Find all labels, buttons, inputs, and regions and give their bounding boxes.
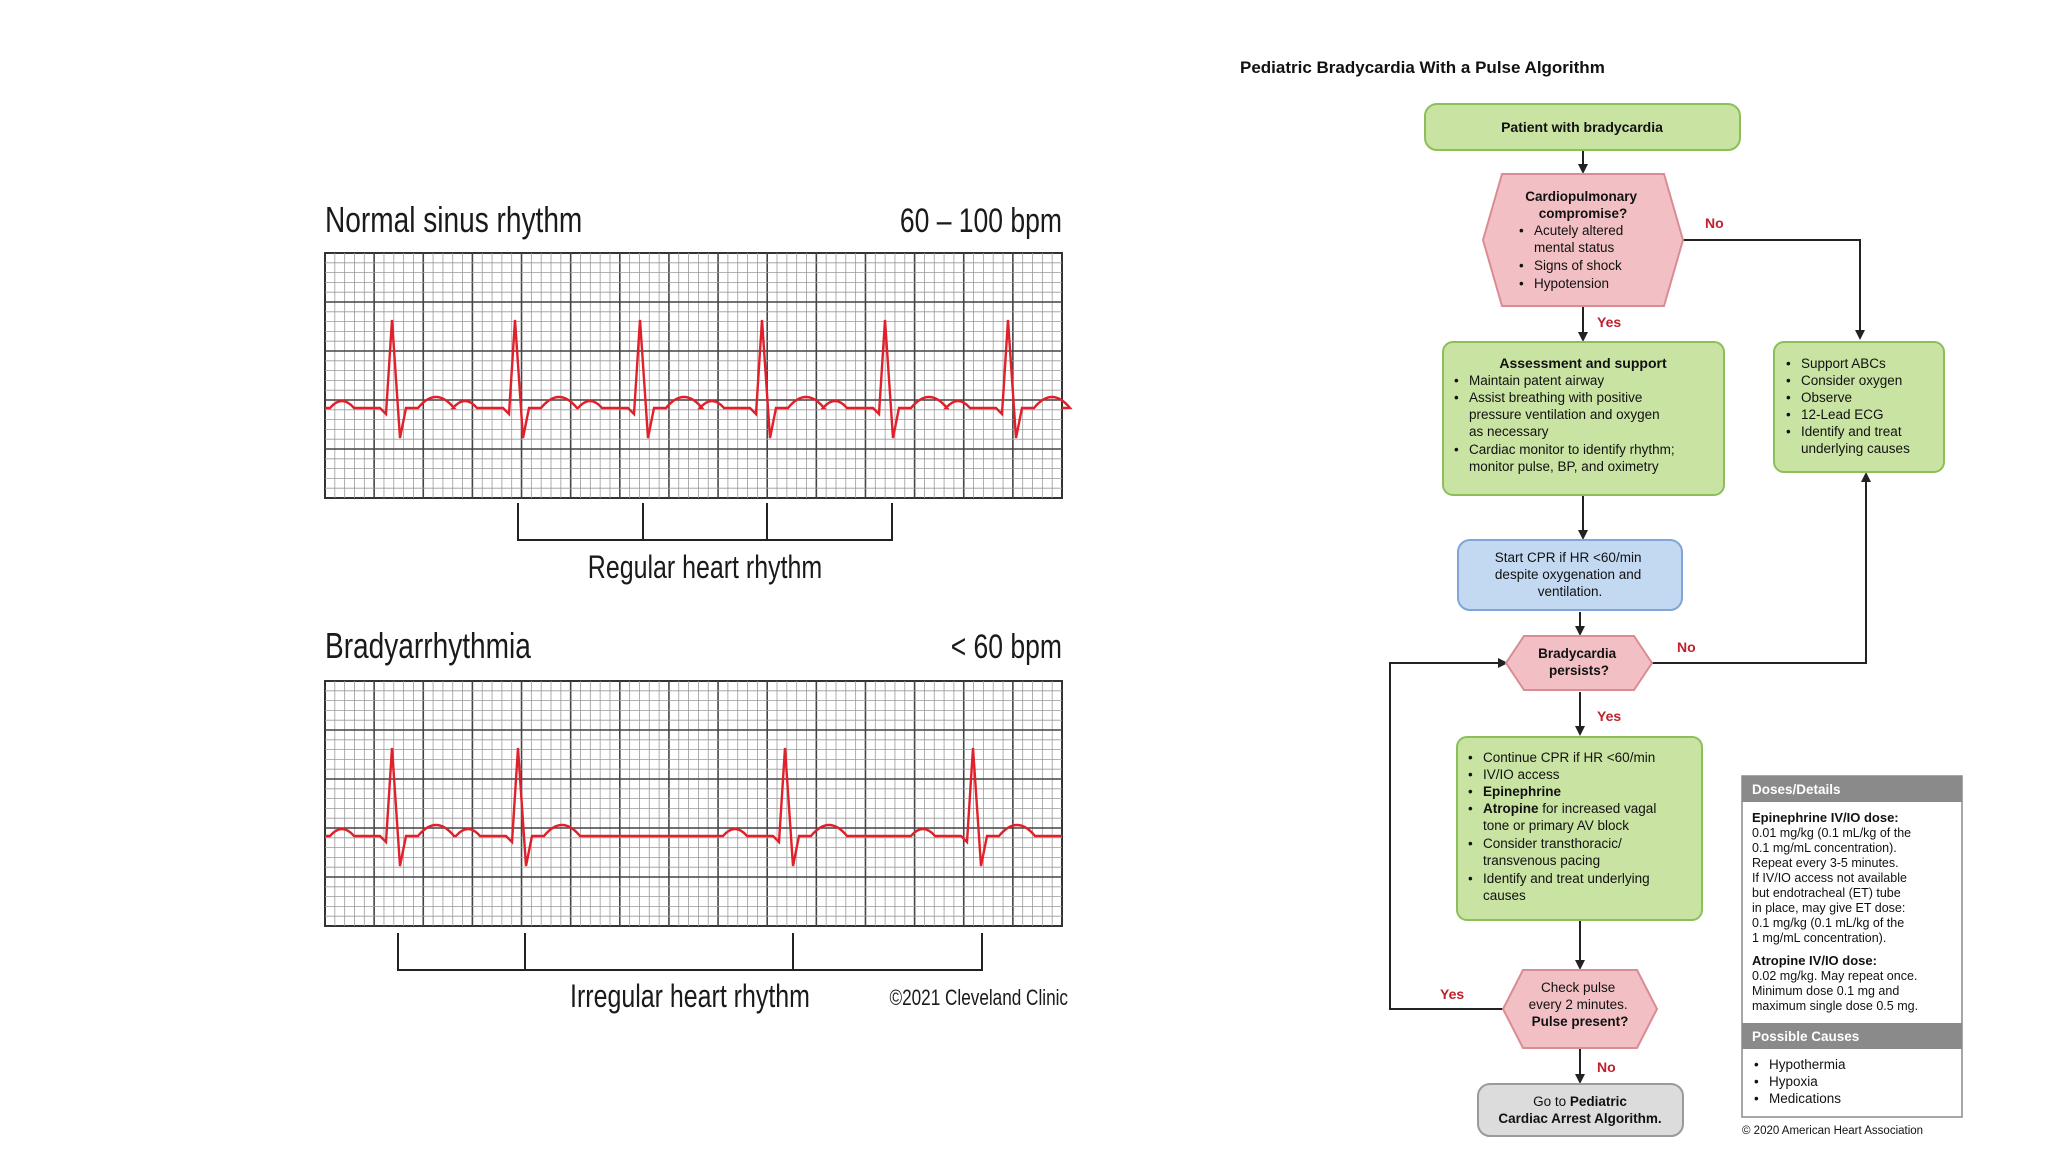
support-bullet-5: Identify and treat — [1801, 424, 1902, 439]
epi-line-7: 0.1 mg/kg (0.1 mL/kg of the — [1752, 916, 1905, 930]
svg-text:•: • — [1786, 424, 1791, 439]
brady-ecg-grid — [325, 681, 1062, 926]
brady-rhythm-rate: < 60 bpm — [950, 627, 1062, 666]
label-yes-check: Yes — [1440, 986, 1465, 1002]
atropine-rest: for increased vagal — [1538, 801, 1657, 816]
cause-1: Hypothermia — [1769, 1057, 1846, 1072]
goto-cardiac-arrest-node — [1478, 1084, 1683, 1136]
support-bullet-4: 12-Lead ECG — [1801, 407, 1884, 422]
bullet-dot: • — [1519, 223, 1524, 238]
svg-text:•: • — [1468, 750, 1473, 765]
assessment-bullet-2: Assist breathing with positive — [1469, 390, 1643, 405]
svg-text:•: • — [1454, 373, 1459, 388]
goto-pre: Go to — [1533, 1094, 1570, 1109]
support-bullet-2: Consider oxygen — [1801, 373, 1903, 388]
treatment-bullet-6: Identify and treat underlying — [1483, 871, 1650, 886]
label-no-persists: No — [1677, 639, 1696, 655]
cause-3: Medications — [1769, 1091, 1842, 1106]
assessment-bullet-2b: pressure ventilation and oxygen — [1469, 407, 1660, 422]
algorithm-title: Pediatric Bradycardia With a Pulse Algorithm — [1240, 58, 1605, 77]
support-bullet-3: Observe — [1801, 390, 1853, 405]
compromise-bullet-3: Hypotension — [1534, 276, 1610, 291]
svg-text:•: • — [1468, 767, 1473, 782]
check-line-3: Pulse present? — [1531, 1014, 1629, 1029]
cleveland-clinic-copyright: ©2021 Cleveland Clinic — [889, 986, 1068, 1011]
svg-text:•: • — [1454, 442, 1459, 457]
svg-text:•: • — [1786, 407, 1791, 422]
irregular-rhythm-label: Irregular heart rhythm — [570, 979, 810, 1015]
cpr-line-1: Start CPR if HR <60/min — [1494, 550, 1642, 565]
svg-text:•: • — [1786, 390, 1791, 405]
epi-line-5: but endotracheal (ET) tube — [1752, 886, 1901, 900]
treatment-bullet-3: Epinephrine — [1483, 784, 1562, 799]
label-yes-persists: Yes — [1597, 708, 1622, 724]
svg-text:•: • — [1468, 871, 1473, 886]
svg-text:•: • — [1754, 1057, 1759, 1072]
epinephrine-dose-title: Epinephrine IV/IO dose: — [1752, 810, 1899, 825]
check-line-2: every 2 minutes. — [1528, 997, 1628, 1012]
svg-text:•: • — [1468, 836, 1473, 851]
epinephrine-dose-lines — [1752, 826, 1911, 945]
doses-header: Doses/Details — [1752, 782, 1841, 797]
assessment-bullet-2c: as necessary — [1469, 424, 1549, 439]
ecg-grid-frame — [325, 253, 1062, 498]
algorithm-panel — [1240, 58, 1962, 1137]
treatment-bullet-4b: tone or primary AV block — [1483, 818, 1630, 833]
goto-bold-1: Pediatric — [1569, 1094, 1627, 1109]
compromise-bullet-1: Acutely altered — [1534, 223, 1624, 238]
check-pulse-text — [1529, 980, 1632, 1029]
ecg-grid-frame — [325, 681, 1062, 926]
arrow-persists-no — [1652, 474, 1866, 663]
epi-line-6: in place, may give ET dose: — [1752, 901, 1906, 915]
compromise-line-1: Cardiopulmonary — [1525, 189, 1637, 204]
regular-rhythm-label: Regular heart rhythm — [587, 550, 823, 586]
svg-text:•: • — [1468, 784, 1473, 799]
normal-rhythm-rate: 60 – 100 bpm — [899, 201, 1062, 240]
svg-text:•: • — [1754, 1074, 1759, 1089]
start-node-label: Patient with bradycardia — [1501, 119, 1663, 135]
causes-header: Possible Causes — [1752, 1029, 1860, 1044]
support-bullet-1: Support ABCs — [1801, 356, 1886, 371]
assessment-heading: Assessment and support — [1499, 355, 1667, 371]
treatment-bullet-1: Continue CPR if HR <60/min — [1483, 750, 1656, 765]
treatment-bullet-2: IV/IO access — [1483, 767, 1560, 782]
compromise-bullet-2: Signs of shock — [1534, 258, 1622, 273]
regular-rhythm-bracket — [518, 503, 892, 540]
normal-ecg-grid — [325, 253, 1062, 498]
svg-text:•: • — [1754, 1091, 1759, 1106]
treatment-bullet-5b: transvenous pacing — [1483, 853, 1601, 868]
atropine-dose-lines — [1752, 969, 1918, 1013]
ecg-panel — [325, 200, 1070, 1015]
epi-line-4: If IV/IO access not available — [1752, 871, 1907, 885]
compromise-bullet-1b: mental status — [1534, 240, 1615, 255]
cause-2: Hypoxia — [1769, 1074, 1818, 1089]
epi-line-3: Repeat every 3-5 minutes. — [1752, 856, 1899, 870]
assessment-bullet-3b: monitor pulse, BP, and oximetry — [1469, 459, 1659, 474]
svg-text:•: • — [1786, 373, 1791, 388]
treatment-bullet-5: Consider transthoracic/ — [1483, 836, 1622, 851]
epi-line-8: 1 mg/mL concentration). — [1752, 931, 1887, 945]
normal-rhythm-title: Normal sinus rhythm — [325, 199, 583, 240]
svg-text:•: • — [1786, 356, 1791, 371]
atropine-dose-title: Atropine IV/IO dose: — [1752, 953, 1877, 968]
treatment-bullet-6b: causes — [1483, 888, 1526, 903]
persists-line-1: Bradycardia — [1538, 646, 1617, 661]
atropine-bold: Atropine — [1483, 801, 1539, 816]
treatment-bullet-4 — [1483, 801, 1656, 816]
cpr-line-3: ventilation. — [1537, 584, 1603, 599]
doses-panel — [1742, 776, 1962, 1117]
svg-text:•: • — [1454, 390, 1459, 405]
cpr-line-2: despite oxygenation and — [1494, 567, 1642, 582]
atr-line-2: Minimum dose 0.1 mg and — [1752, 984, 1900, 998]
goto-line-1 — [1533, 1094, 1627, 1109]
epi-line-2: 0.1 mg/mL concentration). — [1752, 841, 1897, 855]
persists-line-2: persists? — [1548, 663, 1610, 678]
label-no-compromise: No — [1705, 215, 1724, 231]
goto-line-2: Cardiac Arrest Algorithm. — [1498, 1111, 1662, 1126]
assessment-bullet-1: Maintain patent airway — [1469, 373, 1605, 388]
compromise-line-2: compromise? — [1538, 206, 1628, 221]
brady-rhythm-title: Bradyarrhythmia — [325, 625, 531, 666]
atr-line-3: maximum single dose 0.5 mg. — [1752, 999, 1919, 1013]
assessment-bullet-3: Cardiac monitor to identify rhythm; — [1469, 442, 1675, 457]
arrow-compromise-no — [1683, 240, 1860, 338]
label-yes-compromise: Yes — [1597, 314, 1622, 330]
svg-text:•: • — [1468, 801, 1473, 816]
bullet-dot: • — [1519, 276, 1524, 291]
bullet-dot: • — [1519, 258, 1524, 273]
aha-copyright: © 2020 American Heart Association — [1742, 1125, 1924, 1137]
epi-line-1: 0.01 mg/kg (0.1 mL/kg of the — [1752, 826, 1912, 840]
label-no-check: No — [1597, 1059, 1616, 1075]
irregular-rhythm-bracket — [398, 933, 982, 970]
check-line-1: Check pulse — [1540, 980, 1616, 995]
atr-line-1: 0.02 mg/kg. May repeat once. — [1752, 969, 1918, 983]
support-bullet-5b: underlying causes — [1801, 441, 1910, 456]
